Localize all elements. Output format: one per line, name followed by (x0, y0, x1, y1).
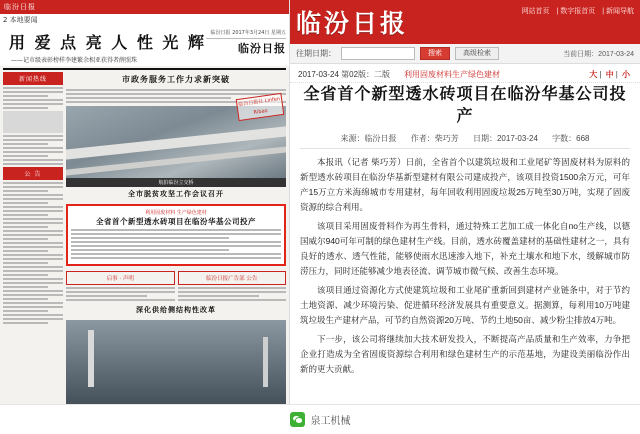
scan-top-bar: 临汾日报 (0, 0, 289, 14)
font-size-medium[interactable]: 中 (605, 70, 614, 79)
highlighted-article-box (66, 204, 286, 266)
scan-left-text-1 (3, 87, 63, 109)
scan-left-column (3, 72, 63, 404)
scan-columns (0, 72, 289, 404)
scan-left-text-2 (3, 135, 63, 165)
article-byline (290, 133, 640, 144)
search-button[interactable]: 搜索 (420, 47, 450, 60)
scan-left-photo-1 (3, 111, 63, 133)
scan-main-title: 用 爱 点 亮 人 性 光 辉 (9, 33, 206, 52)
byline-words: 字数：668 (552, 134, 590, 143)
scan-section-tag: 新闻热线 (3, 72, 63, 85)
scan-notice-tag: 公 告 (3, 167, 63, 180)
byline-date: 日期：2017-03-24 (472, 134, 538, 143)
scan-ad-strip-1: 启事 · 声明 (66, 271, 175, 285)
article-paragraph: 该项目通过资源化方式使建筑垃圾和工业尾矿重新回到建材产业链条中，对于节约土地资源、减少环境污染、促进循环经济发展具有重要意义。据测算，每利用10万吨建筑垃圾生产建材产品，可节约自然资源20万吨、节约土地50亩、减少粉尘排放4万吨。 (300, 285, 630, 325)
scan-left-text-3 (3, 182, 63, 324)
scan-main-column (66, 72, 286, 404)
article-meta-row (290, 64, 640, 83)
banner-title: 临汾日报 (296, 9, 409, 38)
newspaper-scan-image (0, 0, 290, 404)
scan-twocol-text-right (178, 287, 287, 301)
link-digital-paper[interactable]: | 数字报首页 (556, 8, 596, 15)
scan-masthead-logo: 临汾日报 (238, 42, 286, 55)
wechat-icon (290, 412, 305, 427)
scan-page-label: 2 本地要闻 (0, 14, 289, 26)
article-body (290, 155, 640, 377)
scan-photo-bottom (66, 320, 286, 404)
scan-subhead-bottom: 深化供给侧结构性改革 (136, 305, 216, 314)
banner-links (517, 6, 634, 16)
scan-mid-subhead: 全市脱贫攻坚工作会议召开 (128, 189, 224, 198)
article-paragraph: 该项目采用固废骨料作为再生骨料，通过特殊工艺加工成一体化自по生产线，以德国威尔940可年可制的绿色建材生产线。目前，透水砖覆盖建材的基础性建材之一，具有良好的透水、透气性能，能够使雨水迅速渗入地下，补充土壤水和地下水，缓解城市防涝压力，同时还能够减少地表径流、调节城市微气候、改善生态环境。 (300, 221, 630, 276)
font-size-large[interactable]: 大 (589, 70, 598, 79)
scan-red-stamp: 临汾日报社 Linfen Ribao (236, 93, 285, 121)
link-news-nav[interactable]: | 新闻导航 (602, 8, 634, 15)
scan-secondary-headline: 市政务服务工作力求新突破 (122, 74, 230, 84)
issue-label[interactable]: 2017-03-24 第02版：二版 (298, 70, 391, 79)
site-banner (290, 0, 640, 44)
column-label: 利用固废材料生产绿色建材 (404, 70, 501, 79)
advanced-search-button[interactable]: 高级检索 (455, 47, 499, 60)
byline-source: 来源：临汾日报 (340, 134, 397, 143)
scan-twocol-text-left (66, 287, 175, 301)
byline-author: 作者：柴巧芳 (410, 134, 459, 143)
scan-ad-strip-2: 临汾日报广告部 公告 (178, 271, 287, 285)
article-headline: 全省首个新型透水砖项目在临汾华基公司投产 (303, 84, 627, 125)
article-paragraph: 本报讯（记者 柴巧芳）日前，全省首个以建筑垃圾和工业尾矿等固废材料为原料的新型透水砖项目在临汾华基新型建材有限公司建成投产，该项目投资1500余万元，可年产15万立方米海绵城市专用建材，每年回收利用固废垃圾25万吨至30万吨，实现了固废资源的综合利用。 (300, 157, 630, 212)
current-date-label: 当前日期：2017-03-24 (563, 50, 634, 58)
date-input[interactable] (341, 47, 415, 60)
highlight-kicker: 利用固废材料 生产绿色建材 (145, 210, 207, 216)
scan-masthead-meta: 临汾日报 2017年3月24日 星期五 (206, 30, 286, 39)
search-toolbar (290, 44, 640, 64)
scan-main-subtitle: ——记市级表彰榜样李建繁余相亚获得者薛照珠 (11, 57, 138, 64)
scan-masthead (0, 26, 289, 66)
article-pane (290, 0, 640, 404)
link-home[interactable]: 网站首页 (521, 8, 550, 15)
highlight-title: 全省首个新型透水砖项目在临汾华基公司投产 (96, 217, 256, 226)
date-label: 往期日期： (296, 49, 336, 58)
footer-bar (0, 404, 640, 434)
article-paragraph: 下一步，该公司将继续加大技术研发投入，不断提高产品质量和生产效率，力争把企业打造成为全省固废资源综合利用和绿色建材生产的示范基地，为建设美丽临汾作出新的更大贡献。 (300, 334, 630, 374)
font-size-control[interactable]: 大 | 中 | 小 (589, 70, 630, 79)
scan-photo-caption-1: 航拍临汾立交桥 (66, 178, 286, 187)
scan-divider (3, 68, 286, 70)
highlight-body-lines (71, 229, 281, 259)
font-size-small[interactable]: 小 (622, 70, 630, 79)
scan-two-column-block (66, 269, 286, 303)
footer-account-name[interactable]: 泉工机械 (310, 416, 351, 427)
article-divider (300, 148, 630, 149)
